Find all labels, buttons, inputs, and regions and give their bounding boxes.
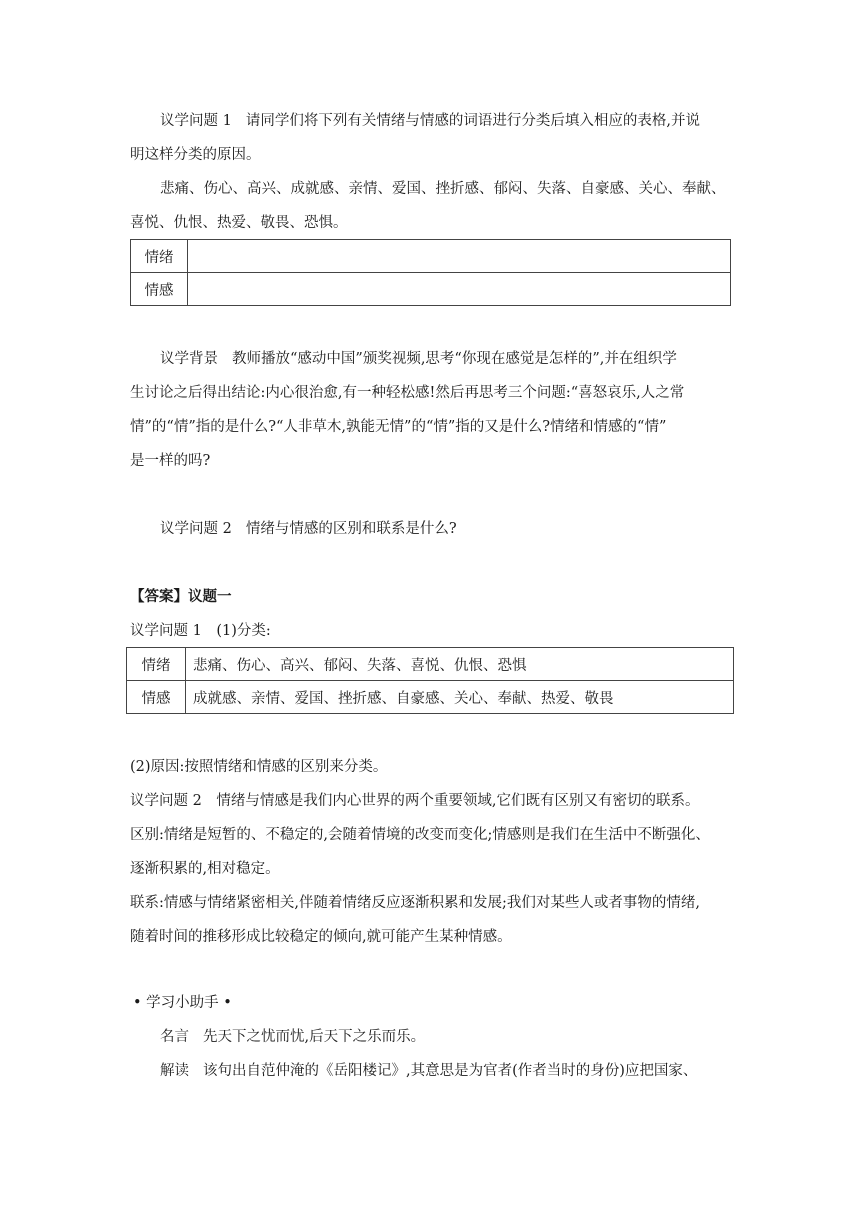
q1-line-2: 明这样分类的原因。 bbox=[130, 147, 261, 163]
helper-interpretation-line bbox=[160, 1061, 697, 1081]
answer-difference-line-2: 逐渐积累的,相对稳定。 bbox=[130, 861, 280, 877]
q1-line-1 bbox=[160, 111, 700, 131]
word-list-line-1: 悲痛、伤心、高兴、成就感、亲情、爱国、挫折感、郁闷、失落、自豪感、关心、奉献、 bbox=[160, 181, 726, 197]
helper-title: • 学习小助手 • bbox=[133, 995, 232, 1011]
classification-table-answer bbox=[126, 647, 734, 714]
emotion-words-cell: 悲痛、伤心、高兴、郁闷、失落、喜悦、仇恨、恐惧 bbox=[186, 648, 734, 681]
word-list-line-2: 喜悦、仇恨、热爱、敬畏、恐惧。 bbox=[130, 215, 348, 231]
feeling-words-cell: 成就感、亲情、爱国、挫折感、自豪感、关心、奉献、热爱、敬畏 bbox=[186, 681, 734, 714]
table-row bbox=[127, 681, 734, 714]
q2-label: 议学问题 2 bbox=[160, 521, 232, 537]
answer-q2-line: 议学问题 2 情绪与情感是我们内心世界的两个重要领域,它们既有区别又有密切的联系。 bbox=[130, 793, 700, 809]
background-line-2: 生讨论之后得出结论:内心很治愈,有一种轻松感!然后再思考三个问题:“喜怒哀乐,人之常 bbox=[130, 385, 685, 401]
answer-q1-line: 议学问题 1 (1)分类: bbox=[130, 623, 271, 639]
table-head-feeling: 情感 bbox=[127, 681, 186, 714]
feeling-blank-cell[interactable] bbox=[188, 273, 731, 306]
classification-table-blank bbox=[130, 239, 731, 306]
table-head-feeling: 情感 bbox=[131, 273, 188, 306]
interpretation-text: 该句出自范仲淹的《岳阳楼记》,其意思是为官者(作者当时的身份)应把国家、 bbox=[203, 1063, 698, 1079]
background-text: 教师播放“感动中国”颁奖视频,思考“你现在感觉是怎样的”,并在组织学 bbox=[232, 351, 677, 367]
q1-text: 请同学们将下列有关情绪与情感的词语进行分类后填入相应的表格,并说 bbox=[245, 113, 700, 129]
answer-difference-line-1: 区别:情绪是短暂的、不稳定的,会随着情境的改变而变化;情感则是我们在生活中不断强化、 bbox=[130, 827, 710, 843]
table-head-emotion: 情绪 bbox=[127, 648, 186, 681]
answer-heading: 【答案】议题一 bbox=[130, 589, 232, 605]
table-row bbox=[127, 648, 734, 681]
interpretation-label: 解读 bbox=[160, 1063, 189, 1079]
background-line-3: 情”的“情”指的是什么?“人非草木,孰能无情”的“情”指的又是什么?情绪和情感的“情” bbox=[130, 419, 667, 435]
answer-link-line-1: 联系:情感与情绪紧密相关,伴随着情绪反应逐渐积累和发展;我们对某些人或者事物的情绪, bbox=[130, 895, 700, 911]
emotion-blank-cell[interactable] bbox=[188, 240, 731, 273]
background-label: 议学背景 bbox=[160, 351, 218, 367]
table-row bbox=[131, 273, 731, 306]
q1-label: 议学问题 1 bbox=[160, 113, 232, 129]
answer-link-line-2: 随着时间的推移形成比较稳定的倾向,就可能产生某种情感。 bbox=[130, 929, 512, 945]
quote-text: 先天下之忧而忧,后天下之乐而乐。 bbox=[203, 1029, 426, 1045]
table-head-emotion: 情绪 bbox=[131, 240, 188, 273]
helper-quote-line bbox=[160, 1027, 425, 1047]
q2-text: 情绪与情感的区别和联系是什么? bbox=[245, 521, 457, 537]
quote-label: 名言 bbox=[160, 1029, 189, 1045]
table-row bbox=[131, 240, 731, 273]
answer-reason: (2)原因:按照情绪和情感的区别来分类。 bbox=[130, 759, 388, 775]
background-line-1 bbox=[160, 349, 677, 369]
q2-line bbox=[160, 519, 457, 539]
background-line-4: 是一样的吗? bbox=[130, 453, 211, 469]
